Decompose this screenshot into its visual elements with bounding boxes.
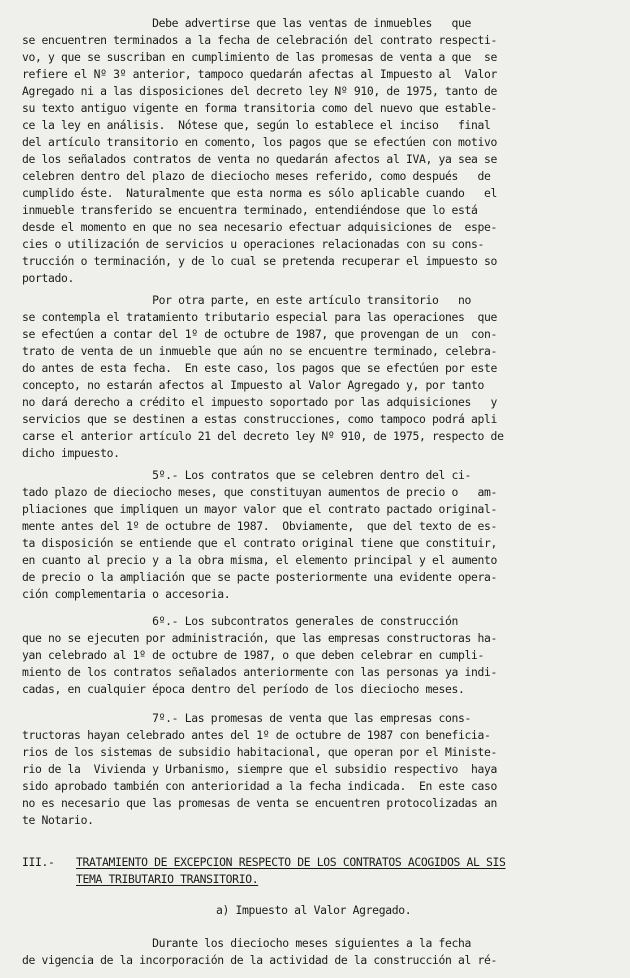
text-line: se encuentren terminados a la fecha de celebración del contrato respecti- <box>22 33 498 47</box>
text-line: concepto, no estarán afectos al Impuesto al Valor Agregado y, por tanto <box>22 378 485 392</box>
text-line: trato de venta de un inmueble que aún no se encuentre terminado, celebra- <box>22 344 498 358</box>
text-line: Por otra parte, en este artículo transitorio no <box>22 293 472 307</box>
text-line: do antes de esta fecha. En este caso, los pagos que se efectúen por este <box>22 361 498 375</box>
text-line: del artículo transitorio en comento, los pagos que se efectúen con motivo <box>22 135 498 149</box>
text-line: desde el momento en que no sea necesario efectuar adquisiciones de espe- <box>22 220 498 234</box>
text-line: de vigencia de la incorporación de la actividad de la construcción al ré- <box>22 953 498 967</box>
text-line: de los señalados contratos de venta no quedarán afectos al IVA, ya sea se <box>22 152 498 166</box>
text-line: no es necesario que las promesas de venta se encuentren protocolizadas an <box>22 796 498 810</box>
text-line: cadas, en cualquier época dentro del período de los dieciocho meses. <box>22 682 465 696</box>
text-line: no dará derecho a crédito el impuesto soportado por las adquisiciones y <box>22 395 498 409</box>
text-line: sido aprobado también con anterioridad a la fecha indicada. En este caso <box>22 779 498 793</box>
text-line: que no se ejecuten por administración, que las empresas constructoras ha- <box>22 631 498 645</box>
text-line: dicho impuesto. <box>22 446 120 460</box>
text-line: yan celebrado al 1º de octubre de 1987, o que deben celebrar en cumpli- <box>22 648 485 662</box>
text-line: 7º.- Las promesas de venta que las empresas cons- <box>22 711 472 725</box>
text-line: cumplido éste. Naturalmente que esta norma es sólo aplicable cuando el <box>22 186 498 200</box>
text-line: 5º.- Los contratos que se celebren dentro del ci- <box>22 468 472 482</box>
text-line: refiere el Nº 3º anterior, tampoco quedarán afectas al Impuesto al Valor <box>22 67 498 81</box>
section-number: III.- <box>22 855 55 869</box>
text-line: tado plazo de dieciocho meses, que constituyan aumentos de precio o am- <box>22 485 498 499</box>
text-line: celebren dentro del plazo de dieciocho meses referido, como después de <box>22 169 491 183</box>
text-line: ción complementaria o accesoria. <box>22 587 231 601</box>
text-line: de precio o la ampliación que se pacte posteriormente una evidente opera- <box>22 570 498 584</box>
text-line: 6º.- Los subcontratos generales de construcción <box>22 614 459 628</box>
text-line: pliaciones que impliquen un mayor valor que el contrato pactado original- <box>22 502 498 516</box>
text-line: portado. <box>22 271 75 285</box>
text-line: en cuanto al precio y a la obra misma, el elemento principal y el aumento <box>22 553 498 567</box>
text-line: ce la ley en análisis. Nótese que, según lo establece el inciso final <box>22 118 491 132</box>
section-title-line-1: TRATAMIENTO DE EXCEPCION RESPECTO DE LOS CONTRATOS ACOGIDOS AL SIS <box>76 855 506 869</box>
text-line: se contempla el tratamiento tributario especial para las operaciones que <box>22 310 498 324</box>
text-line: carse el anterior artículo 21 del decreto ley Nº 910, de 1975, respecto de <box>22 429 504 443</box>
text-line: inmueble transferido se encuentra terminado, entendiéndose que lo está <box>22 203 478 217</box>
text-line: Durante los dieciocho meses siguientes a la fecha <box>22 936 472 950</box>
text-line: Debe advertirse que las ventas de inmuebles que <box>22 16 472 30</box>
text-line: servicios que se destinen a estas construcciones, como tampoco podrá apli <box>22 412 498 426</box>
text-line: su texto antiguo vigente en forma transitoria como del nuevo que estable- <box>22 101 498 115</box>
text-line: se efectúen a contar del 1º de octubre de 1987, que provengan de un con- <box>22 327 498 341</box>
text-line: vo, y que se suscriban en cumplimiento de las promesas de venta a que se <box>22 50 498 64</box>
text-line: ta disposición se entiende que el contrato original tiene que constituir, <box>22 536 498 550</box>
subheading-iva: a) Impuesto al Valor Agregado. <box>216 903 412 917</box>
text-line: trucción o terminación, y de lo cual se pretenda recuperar el impuesto so <box>22 254 498 268</box>
text-line: rios de los sistemas de subsidio habitacional, que operan por el Ministe- <box>22 745 498 759</box>
text-line: mente antes del 1º de octubre de 1987. Obviamente, que del texto de es- <box>22 519 498 533</box>
text-line: tructoras hayan celebrado antes del 1º de octubre de 1987 con beneficia- <box>22 728 491 742</box>
text-line: Agregado ni a las disposiciones del decreto ley Nº 910, de 1975, tanto de <box>22 84 498 98</box>
section-title-line-2: TEMA TRIBUTARIO TRANSITORIO. <box>76 872 259 886</box>
text-line: rio de la Vivienda y Urbanismo, siempre que el subsidio respectivo haya <box>22 762 498 776</box>
text-line: te Notario. <box>22 813 94 827</box>
text-line: cies o utilización de servicios u operaciones relacionadas con su cons- <box>22 237 485 251</box>
text-line: miento de los contratos señalados anteriormente con las personas ya indi- <box>22 665 498 679</box>
